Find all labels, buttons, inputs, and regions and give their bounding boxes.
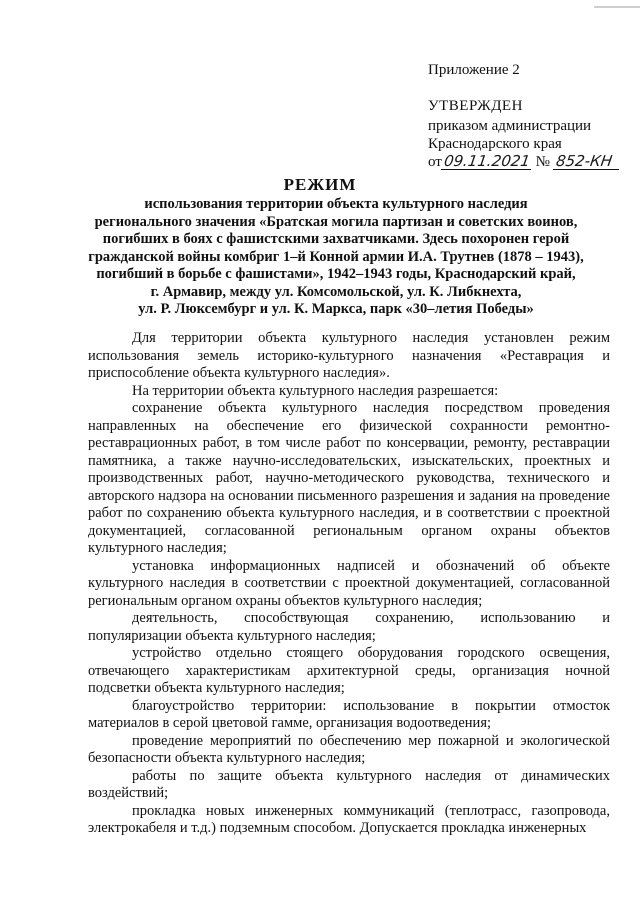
subtitle-line: гражданской войны комбриг 1–й Конной армии И.А. Трутнев (1878 – 1943), [88,248,584,265]
body-paragraph: прокладка новых инженерных коммуникаций (теплотрасс, газопровода, электрокабеля и т.д.) подземным способом. Допускается прокладка инженерных [88,802,610,836]
subtitle-line: погибший в борьбе с фашистами», 1942–1943 годы, Краснодарский край, [96,266,576,282]
body-paragraph: На территории объекта культурного наследия разрешается: [132,382,499,399]
approved-heading: УТВЕРЖДЕН [428,98,523,114]
scan-edge-mark [594,6,640,8]
order-line-1: приказом администрации [428,118,592,134]
from-label: от [428,154,442,170]
document-title: РЕЖИМ [283,175,357,194]
approval-block [428,97,620,171]
attachment-label: Приложение 2 [428,62,520,78]
document-subtitle [86,196,586,319]
body-paragraph: установка информационных надписей и обозначений об объекте культурного наследия в соответствии с проектной документацией, согласованной региональным органом охраны объектов культурного наследия; [88,557,610,609]
body-paragraph: сохранение объекта культурного наследия посредством проведения направленных на обеспечение его физической сохранности ремонтно-реставрационных работ, в том числе работ по консервации, ремонту, реставрации памятника, а также научно-исследовательских, изыскательских, проектных и производственных работ, научно-методического руководства, технического и авторского надзора на основании письменного разрешения и задания на проведение работ по сохранению объекта культурного наследия, и в соответствии с проектной документацией, согласованной региональным органом охраны объектов культурного наследия; [88,400,610,556]
order-line-2: Краснодарского края [428,136,562,152]
subtitle-line: г. Армавир, между ул. Комсомольской, ул. К. Либкнехта, [150,283,522,300]
subtitle-line: использования территории объекта культурного наследия [144,196,528,212]
document-body [88,330,610,838]
subtitle-line: ул. Р. Люксембург и ул. К. Маркса, парк «30–летия Победы» [138,301,534,317]
handwritten-number: 852-КН [553,154,621,170]
body-paragraph: проведение мероприятий по обеспечению мер пожарной и экологической безопасности объекта культурного наследия; [88,732,610,766]
body-paragraph: работы по защите объекта культурного наследия от динамических воздействий; [88,767,610,801]
body-paragraph: деятельность, способствующая сохранению, использованию и популяризации объекта культурного наследия; [88,610,610,644]
order-date-row [428,153,620,171]
body-paragraph: благоустройство территории: использование в покрытии отмосток материалов в серой цветовой гамме, организация водоотведения; [88,697,610,731]
body-paragraph: Для территории объекта культурного наследия установлен режим использования земель историко-культурного назначения «Реставрация и приспособление объекта культурного наследия». [88,330,610,381]
body-paragraph: устройство отдельно стоящего оборудования городского освещения, отвечающего характеристикам архитектурной среды, организация ночной подсветки объекта культурного наследия; [88,645,610,696]
subtitle-line: регионального значения «Братская могила партизан и советских воинов, [94,213,578,230]
number-label: № [535,154,550,170]
subtitle-line: погибших в боях с фашистскими захватчиками. Здесь похоронен герой [102,231,570,247]
handwritten-date: 09.11.2021 [442,152,532,170]
